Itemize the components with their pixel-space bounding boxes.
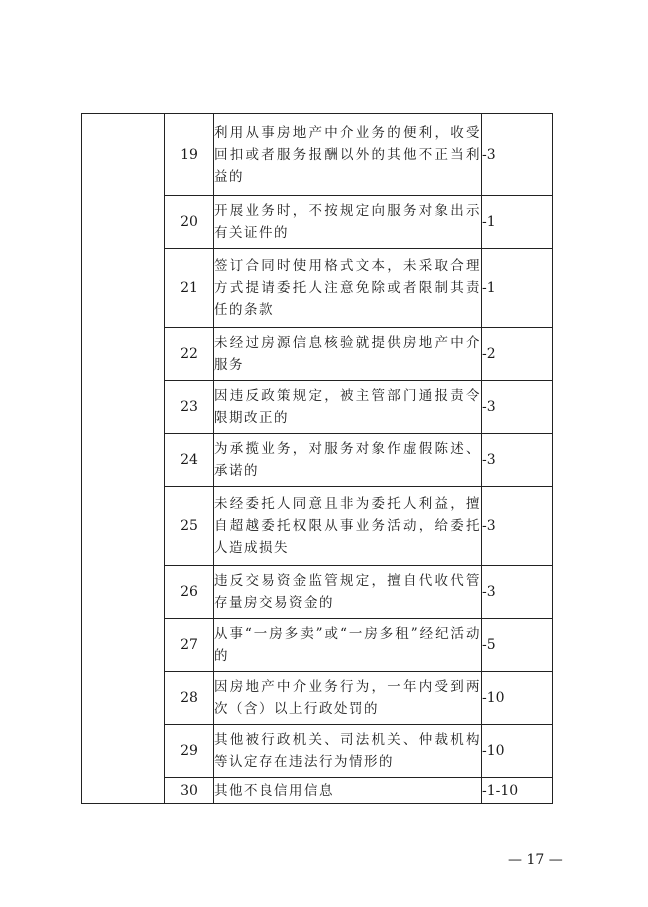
item-description: 其他被行政机关、司法机关、仲裁机构等认定存在违法行为情形的 <box>214 725 482 778</box>
item-score: -3 <box>482 434 553 487</box>
item-number: 27 <box>165 619 214 672</box>
item-description: 利用从事房地产中介业务的便利，收受回扣或者服务报酬以外的其他不正当利益的 <box>214 114 482 196</box>
item-score: -5 <box>482 619 553 672</box>
item-description: 未经过房源信息核验就提供房地产中介服务 <box>214 328 482 381</box>
item-description: 因违反政策规定，被主管部门通报责令限期改正的 <box>214 381 482 434</box>
item-description: 其他不良信用信息 <box>214 778 482 804</box>
item-number: 19 <box>165 114 214 196</box>
credit-table <box>81 113 553 804</box>
item-number: 30 <box>165 778 214 804</box>
item-number: 29 <box>165 725 214 778</box>
item-description: 为承揽业务，对服务对象作虚假陈述、承诺的 <box>214 434 482 487</box>
item-number: 20 <box>165 196 214 249</box>
item-number: 28 <box>165 672 214 725</box>
table-row <box>82 114 553 196</box>
item-number: 24 <box>165 434 214 487</box>
item-description: 开展业务时，不按规定向服务对象出示有关证件的 <box>214 196 482 249</box>
item-score: -3 <box>482 381 553 434</box>
page-number: — 17 — <box>508 852 563 868</box>
item-description: 因房地产中介业务行为，一年内受到两次（含）以上行政处罚的 <box>214 672 482 725</box>
item-score: -3 <box>482 114 553 196</box>
item-score: -10 <box>482 725 553 778</box>
item-number: 21 <box>165 249 214 328</box>
item-score: -2 <box>482 328 553 381</box>
item-score: -3 <box>482 487 553 566</box>
item-score: -10 <box>482 672 553 725</box>
item-score: -3 <box>482 566 553 619</box>
item-number: 23 <box>165 381 214 434</box>
item-description: 未经委托人同意且非为委托人利益，擅自超越委托权限从事业务活动，给委托人造成损失 <box>214 487 482 566</box>
item-description: 签订合同时使用格式文本，未采取合理方式提请委托人注意免除或者限制其责任的条款 <box>214 249 482 328</box>
category-cell <box>82 114 165 804</box>
item-score: -1 <box>482 196 553 249</box>
item-score: -1 <box>482 249 553 328</box>
item-score: -1-10 <box>482 778 553 804</box>
item-number: 22 <box>165 328 214 381</box>
item-number: 25 <box>165 487 214 566</box>
item-number: 26 <box>165 566 214 619</box>
item-description: 从事“一房多卖”或“一房多租”经纪活动的 <box>214 619 482 672</box>
item-description: 违反交易资金监管规定，擅自代收代管存量房交易资金的 <box>214 566 482 619</box>
